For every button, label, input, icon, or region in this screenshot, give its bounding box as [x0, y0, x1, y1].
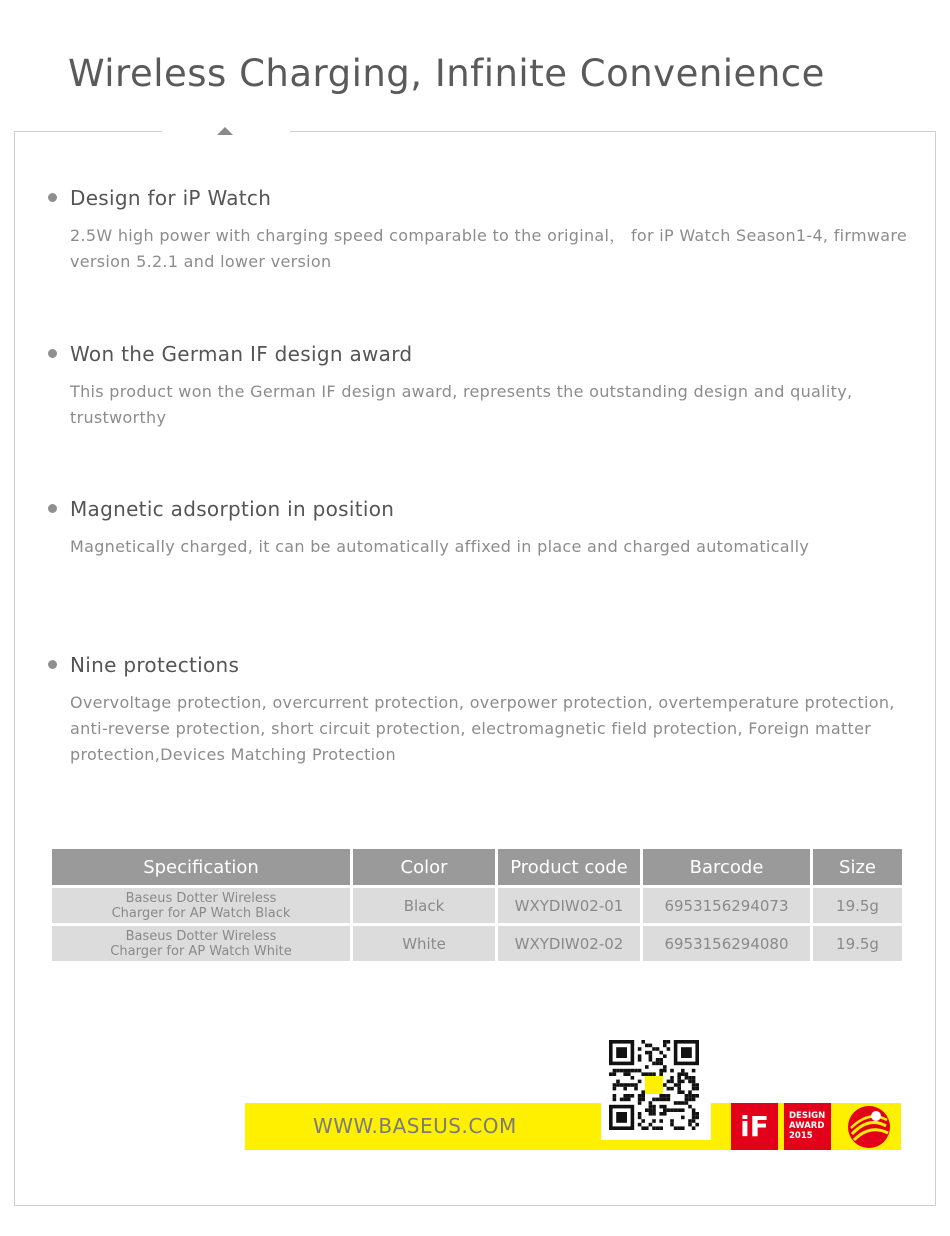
header-specification: Specification — [52, 849, 350, 885]
feature-design-for-watch — [48, 185, 918, 275]
design-award-badge: DESIGN AWARD 2015 — [784, 1103, 831, 1150]
reddot-award-icon — [846, 1104, 892, 1150]
feature-title: Magnetic adsorption in position — [70, 497, 395, 521]
qr-code-icon — [601, 1034, 711, 1140]
feature-title: Nine protections — [70, 653, 240, 677]
header-barcode: Barcode — [643, 849, 810, 885]
cell-barcode: 6953156294073 — [643, 888, 810, 923]
spec-line: Charger for AP Watch Black — [111, 905, 291, 921]
bullet-icon — [48, 349, 57, 358]
table-row — [52, 888, 902, 923]
spec-line: Charger for AP Watch White — [110, 943, 292, 959]
spec-line: Baseus Dotter Wireless — [125, 890, 277, 906]
cell-product-code: WXYDIW02-02 — [498, 926, 640, 961]
page-title: Wireless Charging, Infinite Convenience — [68, 52, 825, 95]
bullet-icon — [48, 193, 57, 202]
cell-specification — [52, 926, 350, 961]
if-logo-text: iF — [740, 1110, 769, 1143]
table-header-row — [52, 849, 902, 885]
feature-protections — [48, 652, 918, 768]
frame-border-left — [14, 131, 15, 1205]
cell-color: White — [353, 926, 495, 961]
feature-magnetic — [48, 496, 918, 560]
cell-barcode: 6953156294080 — [643, 926, 810, 961]
feature-description: 2.5W high power with charging speed comparable to the original， for iP Watch Season1-4, firmware version 5.2.1 and lower version — [70, 226, 908, 271]
feature-title: Won the German IF design award — [70, 342, 413, 366]
feature-description: Magnetically charged, it can be automatically affixed in place and charged automatically — [70, 537, 810, 556]
feature-title: Design for iP Watch — [70, 186, 272, 210]
frame-border-top-left — [14, 131, 162, 132]
feature-if-award — [48, 341, 918, 431]
bullet-icon — [48, 504, 57, 513]
frame-notch-icon — [217, 127, 233, 135]
table-row — [52, 926, 902, 961]
website-link[interactable]: WWW.BASEUS.COM — [313, 1114, 517, 1138]
frame-border-top-right — [290, 131, 936, 132]
bullet-icon — [48, 660, 57, 669]
feature-description: Overvoltage protection, overcurrent protection, overpower protection, overtemperature protection, anti-reverse protection, short circuit protection, electromagnetic field protection, Foreign matter protection,Devices Matching Protection — [70, 693, 895, 764]
header-size: Size — [813, 849, 902, 885]
header-product-code: Product code — [498, 849, 640, 885]
cell-product-code: WXYDIW02-01 — [498, 888, 640, 923]
cell-size: 19.5g — [813, 888, 902, 923]
cell-specification — [52, 888, 350, 923]
cell-size: 19.5g — [813, 926, 902, 961]
spec-line: Baseus Dotter Wireless — [125, 928, 277, 944]
feature-description: This product won the German IF design award, represents the outstanding design and quality, trustworthy — [70, 382, 853, 427]
frame-border-bottom — [14, 1205, 936, 1206]
if-logo-icon — [731, 1103, 778, 1150]
header-color: Color — [353, 849, 495, 885]
spec-table — [49, 846, 905, 964]
frame-border-right — [935, 131, 936, 1205]
cell-color: Black — [353, 888, 495, 923]
